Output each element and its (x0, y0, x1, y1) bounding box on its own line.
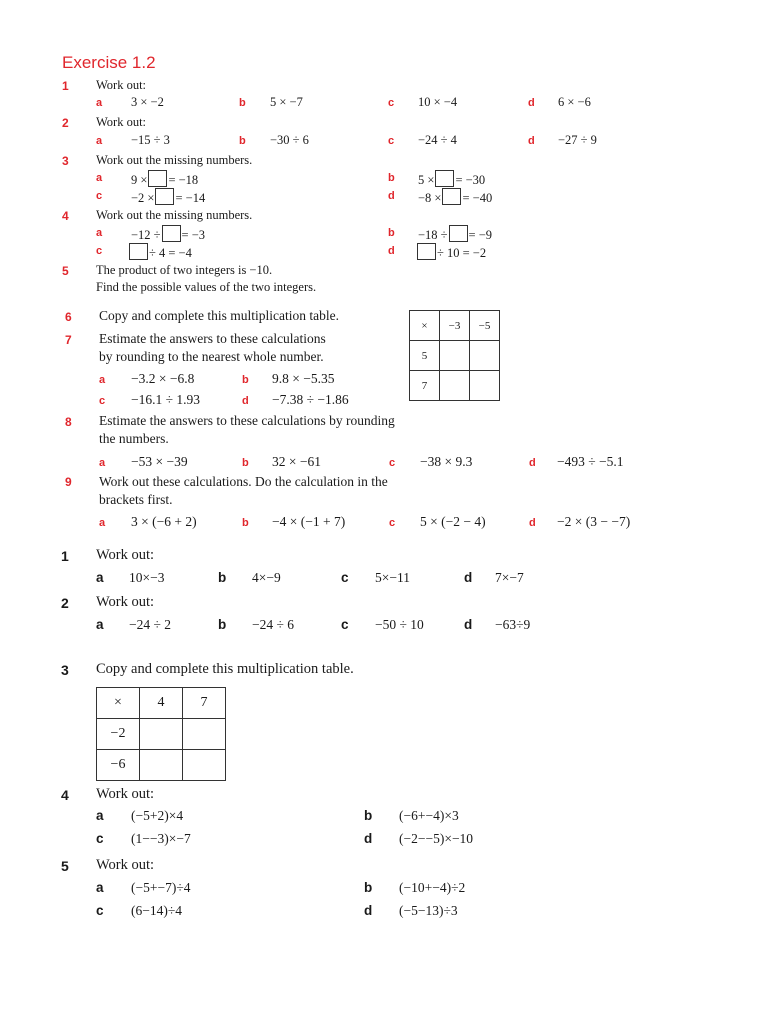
blank-box (155, 188, 174, 205)
part-letter: c (341, 617, 349, 632)
part-letter: c (96, 190, 103, 202)
part-letter: b (242, 517, 249, 529)
question-prompt: Work out: (96, 857, 155, 873)
part-expression: 10×−3 (129, 570, 165, 585)
part-letter: a (96, 135, 103, 147)
multiplication-table (96, 687, 226, 781)
part-letter: b (364, 808, 373, 823)
blank-box (435, 170, 454, 187)
part-expression: −24 ÷ 4 (418, 133, 457, 147)
part-expression: −24 ÷ 2 (129, 617, 172, 632)
question-number: 2 (62, 116, 69, 130)
part-expression: 6 × −6 (558, 95, 591, 109)
part-letter: d (529, 517, 536, 529)
part-letter: a (99, 457, 106, 469)
part-letter: c (388, 135, 395, 147)
question-text: Estimate the answers to these calculations (99, 331, 326, 346)
question-text: by rounding to the nearest whole number. (99, 349, 324, 364)
part-expression: 7×−7 (495, 570, 524, 585)
part-letter: d (464, 617, 473, 632)
question-text: brackets first. (99, 492, 173, 507)
part-letter: c (389, 457, 396, 469)
part-expression: 4×−9 (252, 570, 281, 585)
part-letter: c (96, 903, 104, 918)
table-corner: × (410, 311, 440, 341)
part-expression: (−5+2)×4 (131, 808, 184, 823)
part-letter: c (389, 517, 396, 529)
question-number: 8 (65, 415, 72, 429)
table-cell (470, 341, 500, 371)
part-letter: d (242, 395, 249, 407)
question-prompt: Work out the missing numbers. (96, 153, 253, 167)
question-number: 4 (61, 787, 69, 803)
question-text: The product of two integers is −10. (96, 263, 273, 277)
question-text: Find the possible values of the two integers. (96, 280, 317, 294)
part-letter: a (99, 517, 106, 529)
table-row-header: −6 (97, 750, 140, 781)
question-text: Copy and complete this multiplication table. (99, 308, 339, 323)
part-letter: c (341, 570, 349, 585)
part-letter: a (99, 374, 106, 386)
blank-box (417, 243, 436, 260)
question-number: 4 (62, 209, 69, 223)
part-letter: d (388, 245, 395, 257)
part-expression: 5×−11 (375, 570, 410, 585)
question-number: 1 (61, 548, 69, 564)
part-letter: c (388, 97, 395, 109)
part-letter: d (388, 190, 395, 202)
part-letter: d (464, 570, 473, 585)
part-letter: a (96, 97, 103, 109)
question-prompt: Work out: (96, 786, 155, 802)
part-expression: 3 × −2 (131, 95, 164, 109)
part-expression: 5 × (−2 − 4) (420, 514, 486, 529)
exercise-title: Exercise 1.2 (62, 53, 156, 72)
part-expression: −8 × = −40 (418, 188, 492, 206)
part-expression: 32 × −61 (272, 454, 321, 469)
part-letter: b (242, 457, 249, 469)
part-expression: −24 ÷ 6 (252, 617, 295, 632)
blank-box (148, 170, 167, 187)
question-number: 7 (65, 333, 72, 347)
part-expression: −30 ÷ 6 (270, 133, 309, 147)
part-expression: −15 ÷ 3 (131, 133, 170, 147)
table-row-header: 5 (410, 341, 440, 371)
part-expression: −7.38 ÷ −1.86 (272, 392, 349, 407)
part-expression: ÷ 4 = −4 (128, 243, 192, 261)
part-expression: −50 ÷ 10 (375, 617, 424, 632)
question-prompt: Work out the missing numbers. (96, 208, 253, 222)
part-expression: (−5−13)÷3 (399, 903, 458, 918)
blank-box (162, 225, 181, 242)
question-number: 5 (62, 264, 69, 278)
part-letter: c (99, 395, 106, 407)
part-expression: (−5+−7)÷4 (131, 880, 191, 895)
question-text: the numbers. (99, 431, 169, 446)
table-header: 4 (140, 688, 183, 719)
part-expression: −3.2 × −6.8 (131, 371, 195, 386)
table-cell (140, 719, 183, 750)
part-expression: 5 × = −30 (418, 170, 485, 188)
question-number: 3 (62, 154, 69, 168)
part-letter: d (364, 831, 373, 846)
part-expression: −493 ÷ −5.1 (557, 454, 624, 469)
part-letter: d (528, 97, 535, 109)
table-row-header: −2 (97, 719, 140, 750)
question-text: Work out these calculations. Do the calculation in the (99, 474, 388, 489)
part-letter: a (96, 227, 103, 239)
blank-box (442, 188, 461, 205)
part-letter: a (96, 570, 104, 585)
part-expression: (−2−−5)×−10 (399, 831, 474, 846)
part-letter: b (242, 374, 249, 386)
part-expression: −12 ÷ = −3 (131, 225, 205, 243)
question-prompt: Work out: (96, 78, 147, 92)
table-header: 7 (183, 688, 226, 719)
question-prompt: Copy and complete this multiplication table. (96, 661, 354, 677)
part-letter: c (96, 831, 104, 846)
blank-box (129, 243, 148, 260)
part-letter: a (96, 808, 104, 823)
part-letter: d (364, 903, 373, 918)
table-header: −5 (470, 311, 500, 341)
part-expression: −18 ÷ = −9 (418, 225, 492, 243)
part-letter: b (388, 172, 395, 184)
part-letter: a (96, 617, 104, 632)
table-cell (183, 750, 226, 781)
part-expression: (−6+−4)×3 (399, 808, 459, 823)
part-expression: 3 × (−6 + 2) (131, 514, 197, 529)
part-expression: (1−−3)×−7 (131, 831, 191, 846)
part-letter: c (96, 245, 103, 257)
question-prompt: Work out: (96, 594, 155, 610)
part-expression: −53 × −39 (131, 454, 188, 469)
part-letter: b (218, 617, 227, 632)
blank-box (449, 225, 468, 242)
part-letter: d (528, 135, 535, 147)
part-expression: 10 × −4 (418, 95, 458, 109)
part-expression: −4 × (−1 + 7) (272, 514, 346, 529)
question-number: 9 (65, 475, 72, 489)
question-prompt: Work out: (96, 115, 147, 129)
part-expression: 9.8 × −5.35 (272, 371, 335, 386)
multiplication-table (409, 310, 500, 401)
part-letter: b (239, 135, 246, 147)
table-cell (470, 371, 500, 401)
table-row-header: 7 (410, 371, 440, 401)
table-header: −3 (440, 311, 470, 341)
question-number: 2 (61, 595, 69, 611)
question-number: 3 (61, 662, 69, 678)
table-cell (440, 341, 470, 371)
question-number: 1 (62, 79, 69, 93)
question-prompt: Work out: (96, 547, 155, 563)
part-letter: a (96, 172, 103, 184)
table-corner: × (97, 688, 140, 719)
question-number: 6 (65, 310, 72, 324)
part-letter: b (218, 570, 227, 585)
part-letter: b (364, 880, 373, 895)
part-letter: d (529, 457, 536, 469)
part-expression: −27 ÷ 9 (558, 133, 597, 147)
table-cell (440, 371, 470, 401)
part-letter: a (96, 880, 104, 895)
part-expression: (−10+−4)÷2 (399, 880, 466, 895)
part-letter: b (239, 97, 246, 109)
part-expression: ÷ 10 = −2 (416, 243, 486, 261)
part-expression: −2 × = −14 (131, 188, 205, 206)
part-expression: (6−14)÷4 (131, 903, 183, 918)
part-letter: b (388, 227, 395, 239)
question-text: Estimate the answers to these calculations by rounding (99, 413, 395, 428)
table-cell (140, 750, 183, 781)
table-cell (183, 719, 226, 750)
part-expression: −38 × 9.3 (420, 454, 473, 469)
part-expression: 5 × −7 (270, 95, 303, 109)
question-number: 5 (61, 858, 69, 874)
part-expression: −63÷9 (495, 617, 531, 632)
part-expression: 9 × = −18 (131, 170, 198, 188)
part-expression: −16.1 ÷ 1.93 (131, 392, 201, 407)
part-expression: −2 × (3 − −7) (557, 514, 631, 529)
